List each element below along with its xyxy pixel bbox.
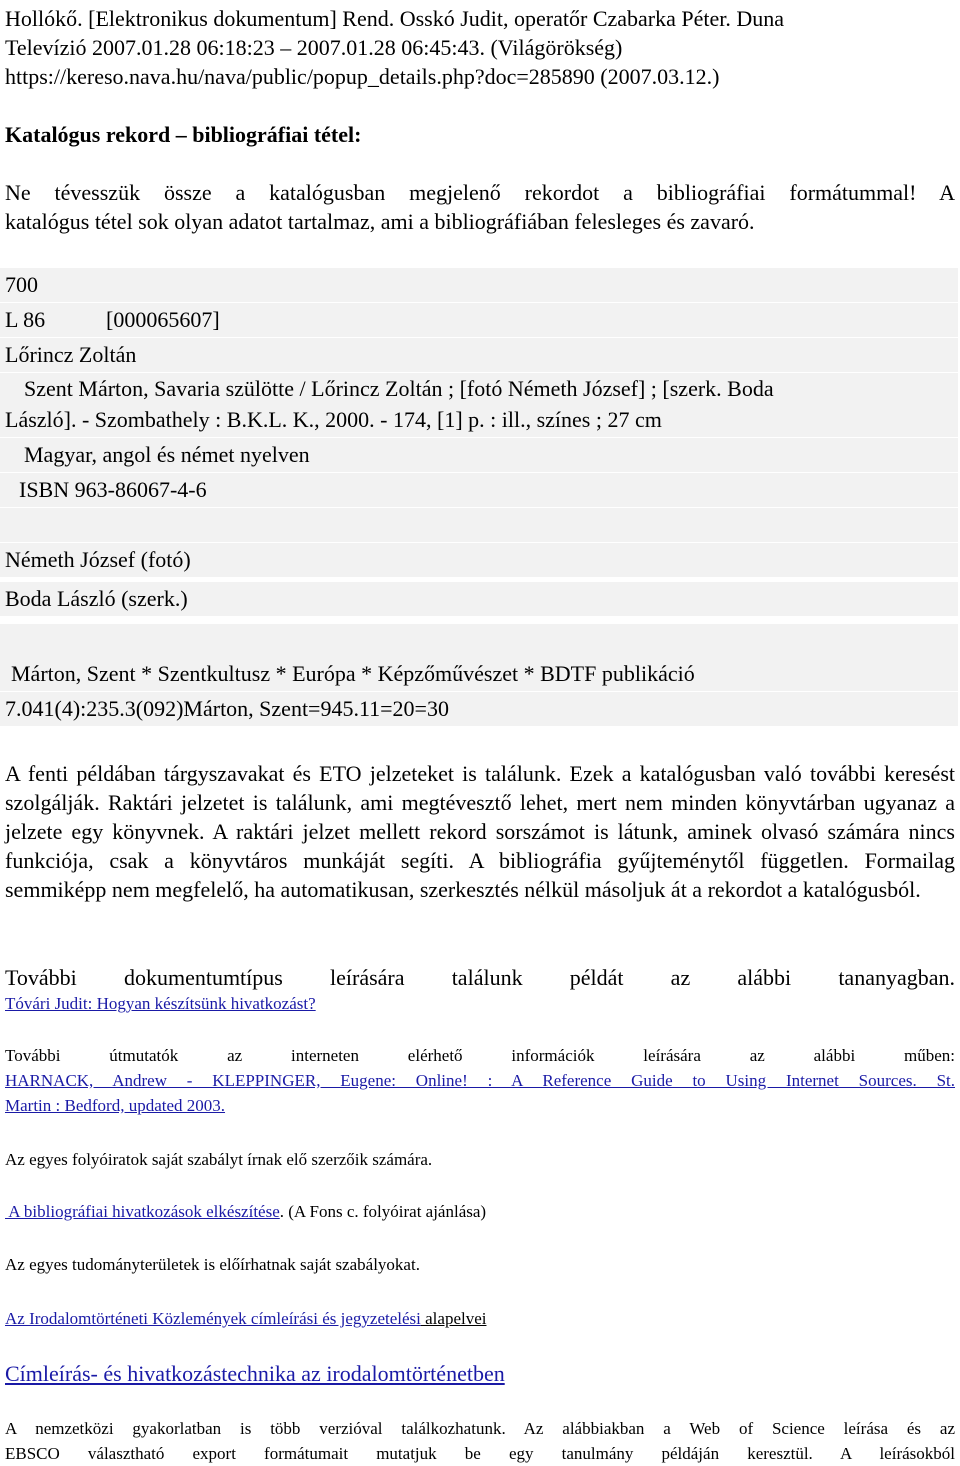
- subject: * Képzőművészet: [356, 661, 519, 686]
- subject: Márton, Szent: [11, 661, 136, 686]
- record-row-empty-2: [0, 624, 958, 659]
- subject: * Szentkultusz: [136, 661, 270, 686]
- record-author: Lőrincz Zoltán: [5, 342, 137, 367]
- journals-note: Az egyes folyóiratok saját szabályt írnak elő szerzőik számára.: [5, 1150, 433, 1169]
- record-row-shelf: [0, 303, 958, 338]
- record-isbn: ISBN 963-86067-4-6: [19, 477, 207, 502]
- irodalom-paragraph: [5, 1306, 955, 1331]
- citation-date: (2007.03.12.): [600, 64, 720, 89]
- warning-line-2: katalógus tétel sok olyan adatot tartalmaz, ami a bibliográfiában felesleges és zavaró.: [5, 209, 755, 234]
- international-line-2: EBSCO választható export formátumait mutatjuk be egy tanulmány példáján keresztül. A leírásokból: [5, 1444, 955, 1463]
- more-types-text: További dokumentumtípus leírására találunk példát az alábbi tananyagban.: [5, 965, 955, 990]
- guides-text: További útmutatók az interneten elérhető információk leírására az alábbi műben:: [5, 1046, 955, 1065]
- fons-link[interactable]: A bibliográfiai hivatkozások elkészítése: [5, 1202, 280, 1221]
- irodalom-suffix: alapelvei: [420, 1309, 487, 1328]
- guides-paragraph: [5, 1043, 955, 1118]
- explanation-paragraph: A fenti példában tárgyszavakat és ETO jelzeteket is találunk. Ezek a katalógusban való további keresést szolgálják. Raktári jelzetet is találunk, ami megtévesztő lehet, mert nem minden könyvtárban ugyanaz a jelzete egy könyvnek. A raktári jelzet mellett rekord sorszámot is látunk, aminek olvasó számára nincs funkciója, csak a könyvtáros munkáját segíti. A bibliográfia gyűjteménytől független. Formailag semmiképp nem megfelelő, ha automatikusan, szerkesztés nélkül másoljuk át a rekordot a katalógusból.: [5, 761, 955, 902]
- cimleiras-paragraph: [5, 1359, 955, 1388]
- more-types-paragraph: [5, 963, 955, 992]
- warning-line-1: Ne tévesszük össze a katalógusban megjelenő rekordot a bibliográfiai formátummal! A: [5, 180, 955, 205]
- warning-paragraph: [5, 178, 955, 236]
- source-citation: [5, 4, 955, 91]
- record-udc: 7.041(4):235.3(092)Márton, Szent=945.11=20=30: [5, 696, 449, 721]
- subject: * Európa: [270, 661, 356, 686]
- citation-line-2: Televízió 2007.01.28 06:18:23 – 2007.01.28 06:45:43. (Világörökség): [5, 35, 623, 60]
- harnack-link-line-1[interactable]: HARNACK, Andrew - KLEPPINGER, Eugene: Online! : A Reference Guide to Using Internet Sources. St.: [5, 1071, 955, 1090]
- subject: * BDTF publikáció: [518, 661, 695, 686]
- record-number: [000065607]: [106, 307, 220, 332]
- record-language: Magyar, angol és német nyelven: [24, 442, 310, 467]
- record-row-isbn: [0, 473, 958, 508]
- record-row-empty-1: [0, 508, 958, 543]
- harnack-link-line-2[interactable]: Martin : Bedford, updated 2003.: [5, 1096, 226, 1115]
- tovari-link[interactable]: Tóvári Judit: Hogyan készítsünk hivatkozást?: [5, 994, 316, 1013]
- record-title-line-2: László]. - Szombathely : B.K.L. K., 2000. - 174, [1] p. : ill., színes ; 27 cm: [5, 407, 662, 432]
- record-row-udc: [0, 692, 958, 727]
- record-row-added-1: [0, 543, 958, 578]
- record-subjects: [11, 657, 695, 691]
- irodalom-link[interactable]: Az Irodalomtörténeti Közlemények címleírási és jegyzetelési: [5, 1309, 421, 1328]
- record-code: 700: [5, 272, 38, 297]
- international-paragraph: [5, 1416, 955, 1466]
- record-title-line-1: Szent Márton, Savaria szülötte / Lőrincz Zoltán ; [fotó Németh József] ; [szerk. Boda: [24, 376, 774, 401]
- citation-url: https://kereso.nava.hu/nava/public/popup_details.php?doc=285890: [5, 64, 595, 89]
- record-row-title: [0, 373, 958, 438]
- record-row-subjects: [0, 657, 958, 692]
- added-entry: Boda László (szerk.): [5, 586, 188, 611]
- record-row-code: [0, 268, 958, 303]
- record-row-added-2: [0, 582, 958, 617]
- shelf-mark: L 86: [5, 307, 46, 332]
- international-line-1: A nemzetközi gyakorlatban is több verzióval találkozhatunk. Az alábbiakban a Web of Science leírása és az: [5, 1419, 955, 1438]
- cimleiras-link[interactable]: Címleírás- és hivatkozástechnika az irodalomtörténetben: [5, 1361, 505, 1386]
- fields-note: Az egyes tudományterületek is előírhatnak saját szabályokat.: [5, 1255, 420, 1274]
- fons-paragraph: [5, 1199, 955, 1224]
- fons-suffix: . (A Fons c. folyóirat ajánlása): [279, 1202, 487, 1221]
- citation-line-1: Hollókő. [Elektronikus dokumentum] Rend. Osskó Judit, operatőr Czabarka Péter. Duna: [5, 6, 785, 31]
- record-row-language: [0, 438, 958, 473]
- added-entry: Németh József (fotó): [5, 547, 191, 572]
- section-heading: Katalógus rekord – bibliográfiai tétel:: [5, 122, 362, 147]
- record-row-author: [0, 338, 958, 373]
